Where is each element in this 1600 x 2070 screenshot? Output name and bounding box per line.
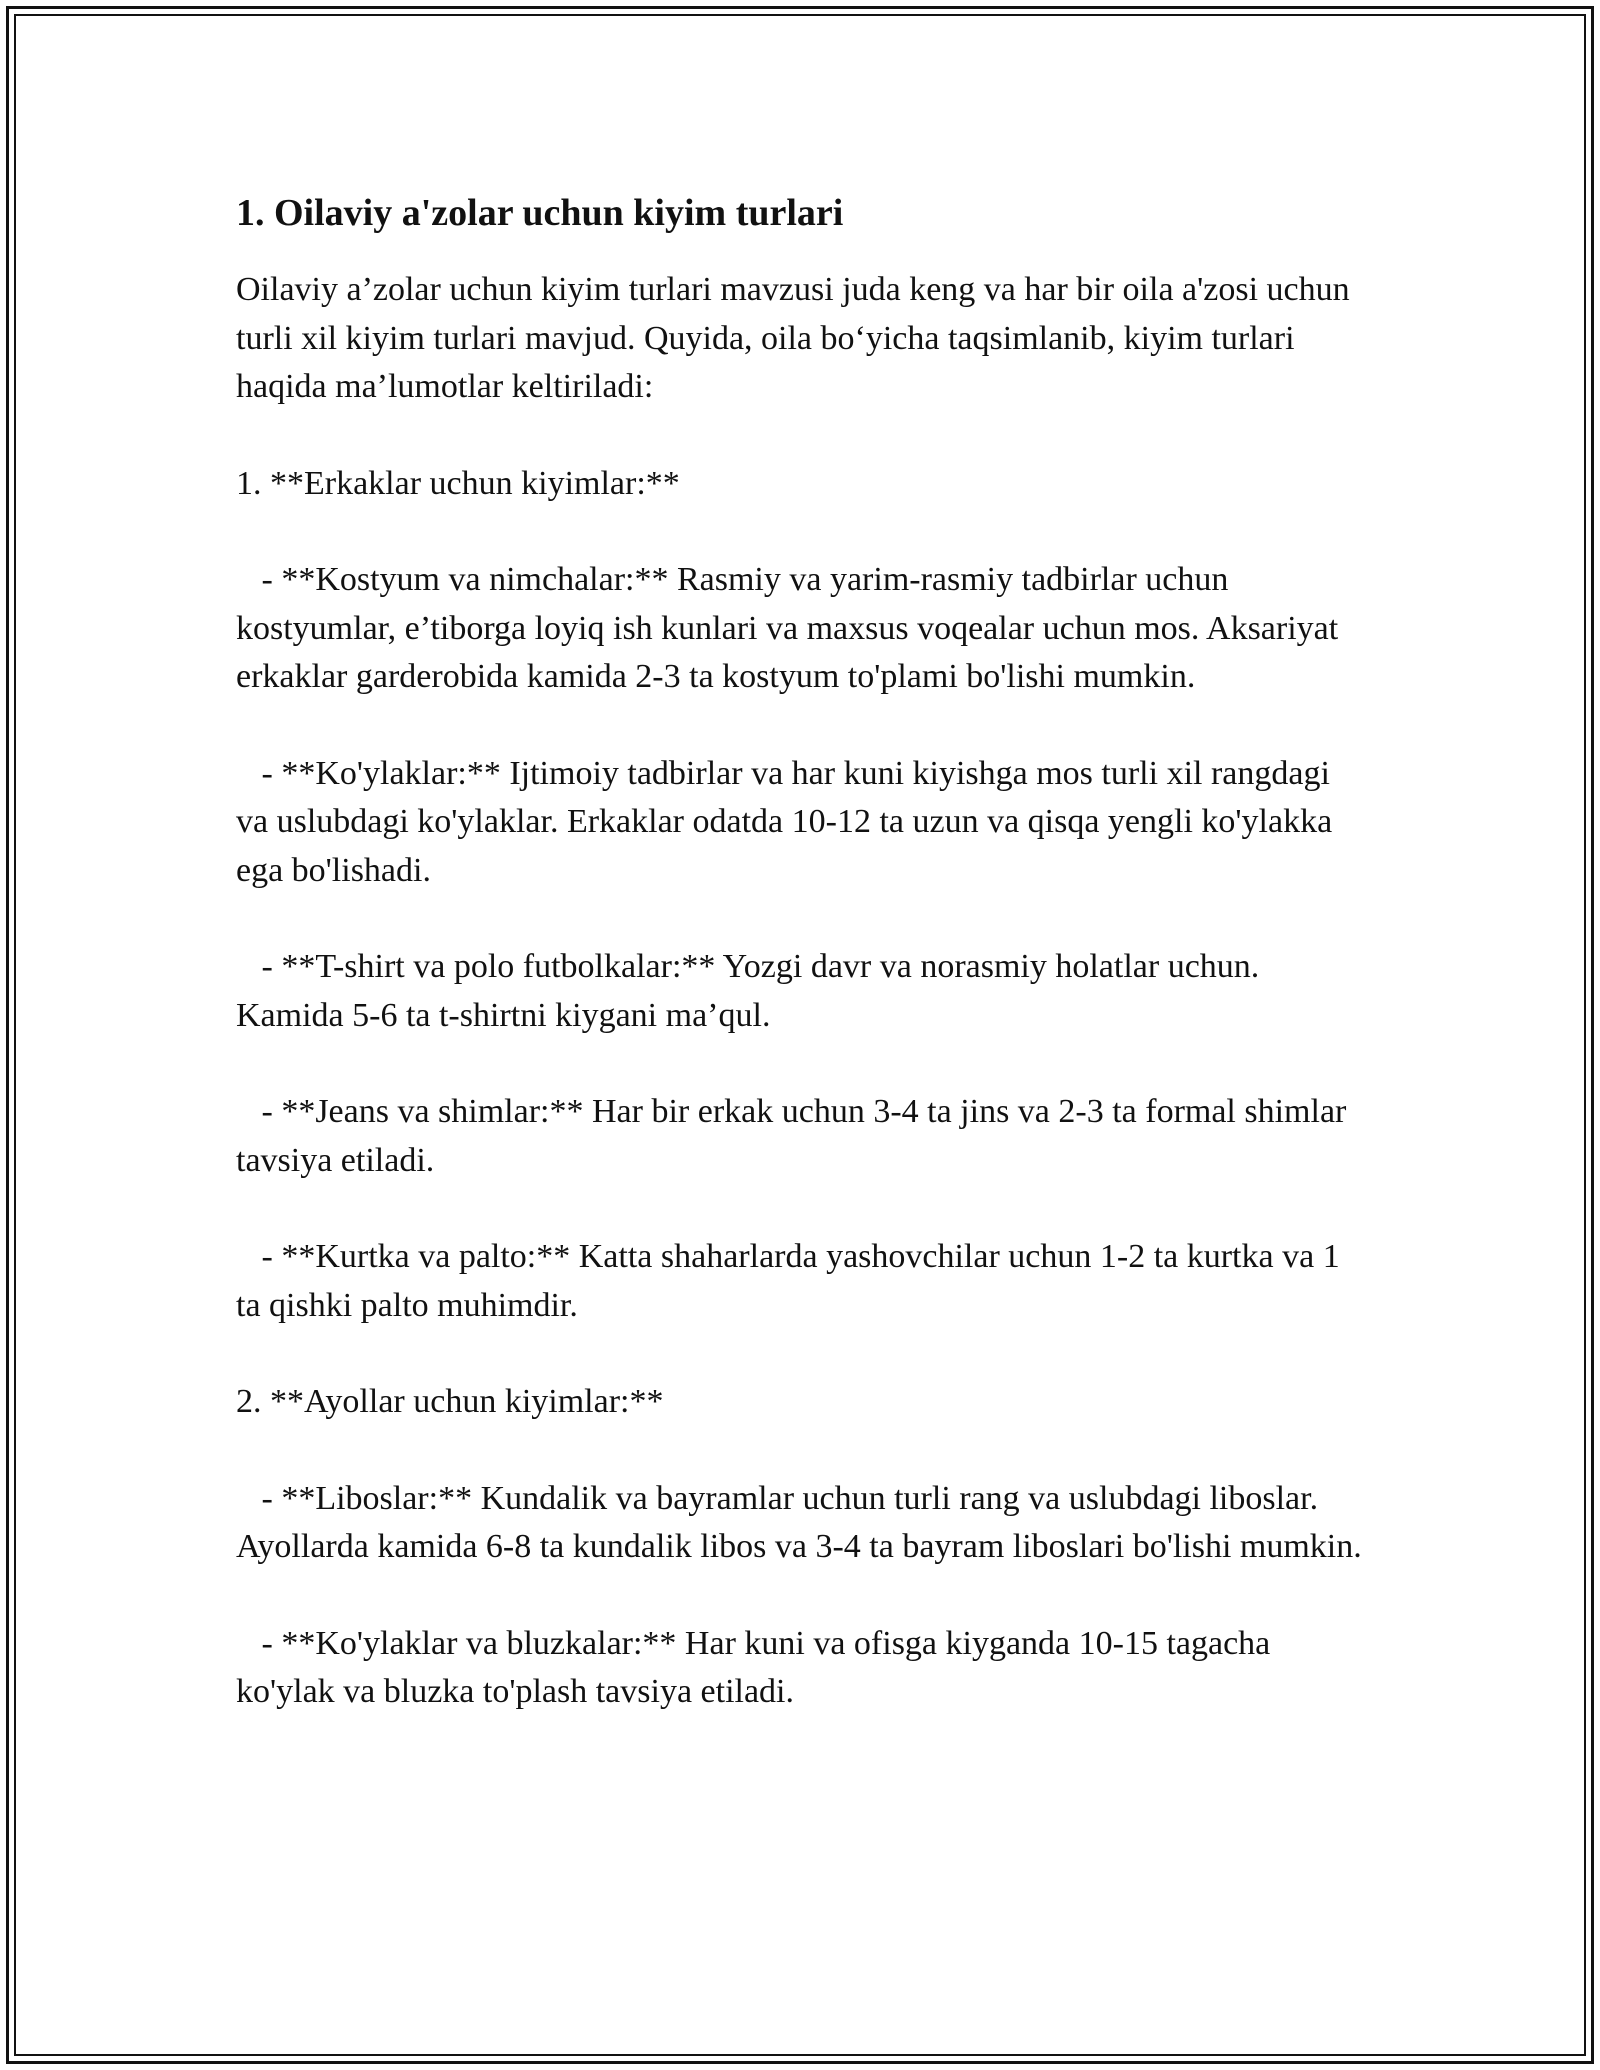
list-item-suits: - **Kostyum va nimchalar:** Rasmiy va yarim-rasmiy tadbirlar uchun kostyumlar, e’tiborga loyiq ish kunlari va maxsus voqealar uchun mos. Aksariyat erkaklar garderobida kamida 2-3 ta kostyum to'plami bo'lishi mumkin. [236, 561, 1347, 695]
document-title: 1. Oilaviy a'zolar uchun kiyim turlari [236, 192, 844, 234]
document-body [236, 186, 1366, 1765]
list-item-blouses: - **Ko'ylaklar va bluzkalar:** Har kuni va ofisga kiyganda 10-15 tagacha ko'ylak va bluzka to'plash tavsiya etiladi. [236, 1624, 1279, 1710]
intro-paragraph: Oilaviy a’zolar uchun kiyim turlari mavzusi juda keng va har bir oila a'zosi uchun turli xil kiyim turlari mavjud. Quyida, oila bo‘yicha taqsimlanib, kiyim turlari haqida ma’lumotlar keltiriladi: [236, 271, 1359, 405]
list-item-jackets: - **Kurtka va palto:** Katta shaharlarda yashovchilar uchun 1-2 ta kurtka va 1 ta qishki palto muhimdir. [236, 1238, 1349, 1324]
list-item-dresses: - **Liboslar:** Kundalik va bayramlar uchun turli rang va uslubdagi liboslar. Ayollarda kamida 6-8 ta kundalik libos va 3-4 ta bayram liboslari bo'lishi mumkin. [236, 1479, 1362, 1565]
list-item-shirts: - **Ko'ylaklar:** Ijtimoiy tadbirlar va har kuni kiyishga mos turli xil rangdagi va uslubdagi ko'ylaklar. Erkaklar odatda 10-12 ta uzun va qisqa yengli ko'ylakka ega bo'lishadi. [236, 754, 1341, 889]
section-heading-men: 1. **Erkaklar uchun kiyimlar:** [236, 464, 680, 502]
list-item-tshirts: - **T-shirt va polo futbolkalar:** Yozgi davr va norasmiy holatlar uchun. Kamida 5-6 ta t-shirtni kiygani ma’qul. [236, 948, 1268, 1034]
list-item-jeans: - **Jeans va shimlar:** Har bir erkak uchun 3-4 ta jins va 2-3 ta formal shimlar tavsiya etiladi. [236, 1093, 1355, 1179]
section-heading-women: 2. **Ayollar uchun kiyimlar:** [236, 1383, 664, 1420]
